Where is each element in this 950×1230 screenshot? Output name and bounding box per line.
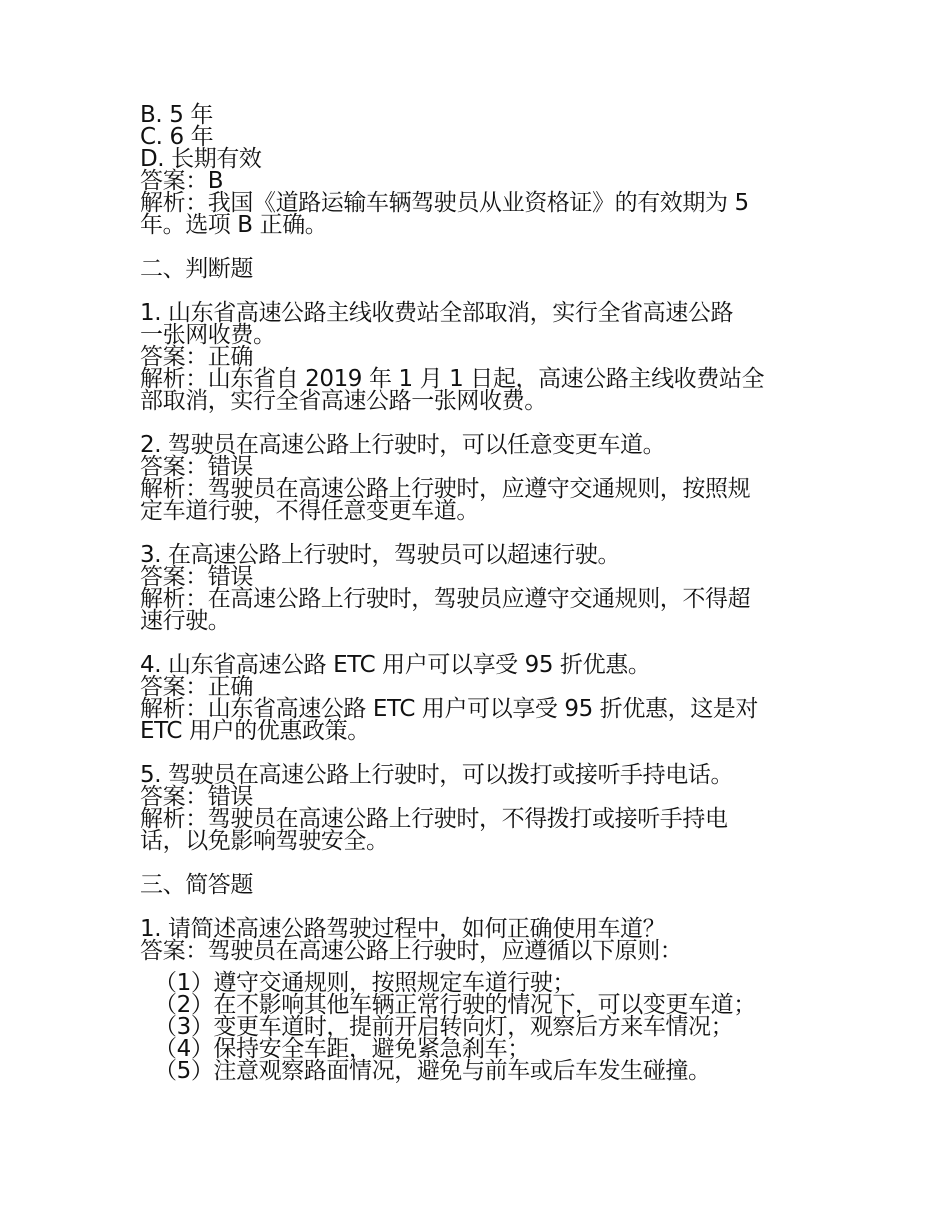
spacer [140,852,820,874]
question-line-1: 4. 山东省高速公路 ETC 用户可以享受 95 折优惠。 [140,652,651,678]
answer-point-2: （2）在不影响其他车辆正常行驶的情况下，可以变更车道； [154,992,756,1018]
judgment-item-3 [140,544,820,632]
answer-text: 答案：错误 [140,454,254,480]
document-page [140,104,820,1082]
answer-point-4: （4）保持安全车距，避免紧急刹车； [154,1036,530,1062]
analysis-line-2: ETC 用户的优惠政策。 [140,718,370,744]
question-line-1: 5. 驾驶员在高速公路上行驶时，可以拨打或接听手持电话。 [140,762,734,788]
judgment-item-1 [140,302,820,412]
spacer [140,236,820,258]
judgment-item-4 [140,654,820,742]
choice-analysis-line-2: 年。选项 B 正确。 [140,212,328,238]
spacer [140,632,820,654]
answer-text: 答案：错误 [140,784,254,810]
option-d: D. 长期有效 [140,146,262,172]
answer-point-5: （5）注意观察路面情况，避免与前车或后车发生碰撞。 [154,1058,711,1084]
analysis-line-2: 速行驶。 [140,608,231,634]
choice-analysis-line-1: 解析：我国《道路运输车辆驾驶员从业资格证》的有效期为 5 [140,190,749,216]
analysis-line-2: 定车道行驶，不得任意变更车道。 [140,498,480,524]
choice-answer: 答案：B [140,168,224,194]
question-text: 1. 请简述高速公路驾驶过程中，如何正确使用车道？ [140,916,666,942]
judgment-item-2 [140,434,820,522]
spacer [140,522,820,544]
answer-point-1: （1）遵守交通规则，按照规定车道行驶； [154,970,576,996]
judgment-item-5 [140,764,820,852]
option-b: B. 5 年 [140,102,213,128]
analysis-line-1: 解析：在高速公路上行驶时，驾驶员应遵守交通规则，不得超 [140,586,751,612]
section-title-short-answer: 三、简答题 [140,872,254,898]
question-line-1: 1. 山东省高速公路主线收费站全部取消，实行全省高速公路 [140,300,734,326]
analysis-line-2: 部取消，实行全省高速公路一张网收费。 [140,388,547,414]
answer-points [140,972,820,1082]
short-answer-item-1 [140,918,820,1082]
analysis-line-2: 话，以免影响驾驶安全。 [140,828,389,854]
answer-text: 答案：正确 [140,674,254,700]
analysis-line-1: 解析：驾驶员在高速公路上行驶时，不得拨打或接听手持电 [140,806,728,832]
answer-point-3: （3）变更车道时，提前开启转向灯，观察后方来车情况； [154,1014,734,1040]
question-line-2: 一张网收费。 [140,322,276,348]
analysis-line-1: 解析：山东省自 2019 年 1 月 1 日起，高速公路主线收费站全 [140,366,765,392]
answer-text: 答案：正确 [140,344,254,370]
option-c: C. 6 年 [140,124,214,150]
spacer [140,412,820,434]
section-title-judgment: 二、判断题 [140,256,254,282]
answer-text: 答案：错误 [140,564,254,590]
spacer [140,280,820,302]
spacer [140,896,820,918]
analysis-line-1: 解析：山东省高速公路 ETC 用户可以享受 95 折优惠，这是对 [140,696,759,722]
answer-intro: 答案：驾驶员在高速公路上行驶时，应遵循以下原则： [140,938,683,964]
analysis-line-1: 解析：驾驶员在高速公路上行驶时，应遵守交通规则，按照规 [140,476,751,502]
question-line-1: 3. 在高速公路上行驶时，驾驶员可以超速行驶。 [140,542,621,568]
question-line-1: 2. 驾驶员在高速公路上行驶时，可以任意变更车道。 [140,432,666,458]
spacer [140,742,820,764]
